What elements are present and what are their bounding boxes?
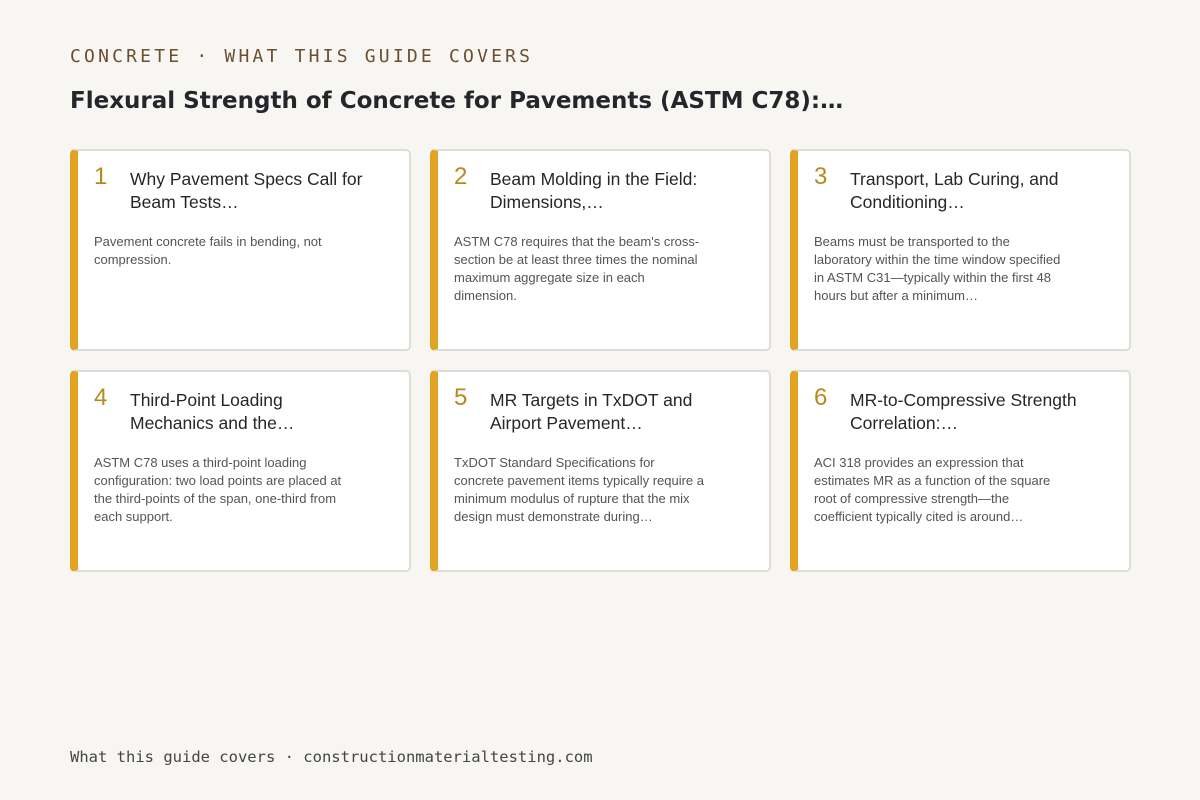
card-summary: TxDOT Standard Specifications for concrete pavement items typically require a minimum modulus of rupture that the mix design must demonstrate during… xyxy=(454,455,705,524)
card-title: MR-to-Compressive Strength Correlation:… xyxy=(850,390,1077,433)
topic-card-4[interactable] xyxy=(70,370,411,572)
card-number: 1 xyxy=(94,163,108,190)
topic-card-grid xyxy=(70,149,1131,572)
card-summary: ACI 318 provides an expression that estimates MR as a function of the square root of compressive strength—the coefficient typically cited is around… xyxy=(814,455,1051,524)
card-title: Why Pavement Specs Call for Beam Tests… xyxy=(130,169,363,212)
card-number: 4 xyxy=(94,384,108,411)
topic-card-2[interactable] xyxy=(430,149,771,351)
card-number: 6 xyxy=(814,384,828,411)
card-summary: Beams must be transported to the laboratory within the time window specified in ASTM C31—typically within the first 48 hours but after a minimum… xyxy=(814,234,1061,303)
card-summary: Pavement concrete fails in bending, not compression. xyxy=(94,234,322,267)
eyebrow-label: CONCRETE · WHAT THIS GUIDE COVERS xyxy=(70,46,534,67)
card-number: 2 xyxy=(454,163,468,190)
card-title: Transport, Lab Curing, and Conditioning… xyxy=(850,169,1059,212)
card-title: MR Targets in TxDOT and Airport Pavement… xyxy=(490,390,693,433)
page-title: Flexural Strength of Concrete for Pavements (ASTM C78):… xyxy=(70,88,844,114)
card-title: Third-Point Loading Mechanics and the… xyxy=(130,390,295,433)
topic-card-3[interactable] xyxy=(790,149,1131,351)
card-title: Beam Molding in the Field: Dimensions,… xyxy=(490,169,698,212)
card-number: 5 xyxy=(454,384,468,411)
card-number: 3 xyxy=(814,163,828,190)
card-summary: ASTM C78 requires that the beam's cross-section be at least three times the nominal maximum aggregate size in each dimension. xyxy=(454,234,700,303)
topic-card-6[interactable] xyxy=(790,370,1131,572)
card-summary: ASTM C78 uses a third-point loading configuration: two load points are placed at the third-points of the span, one-third from each support. xyxy=(94,455,342,524)
topic-card-5[interactable] xyxy=(430,370,771,572)
footer-text: What this guide covers · constructionmaterialtesting.com xyxy=(70,748,593,766)
topic-card-1[interactable] xyxy=(70,149,411,351)
